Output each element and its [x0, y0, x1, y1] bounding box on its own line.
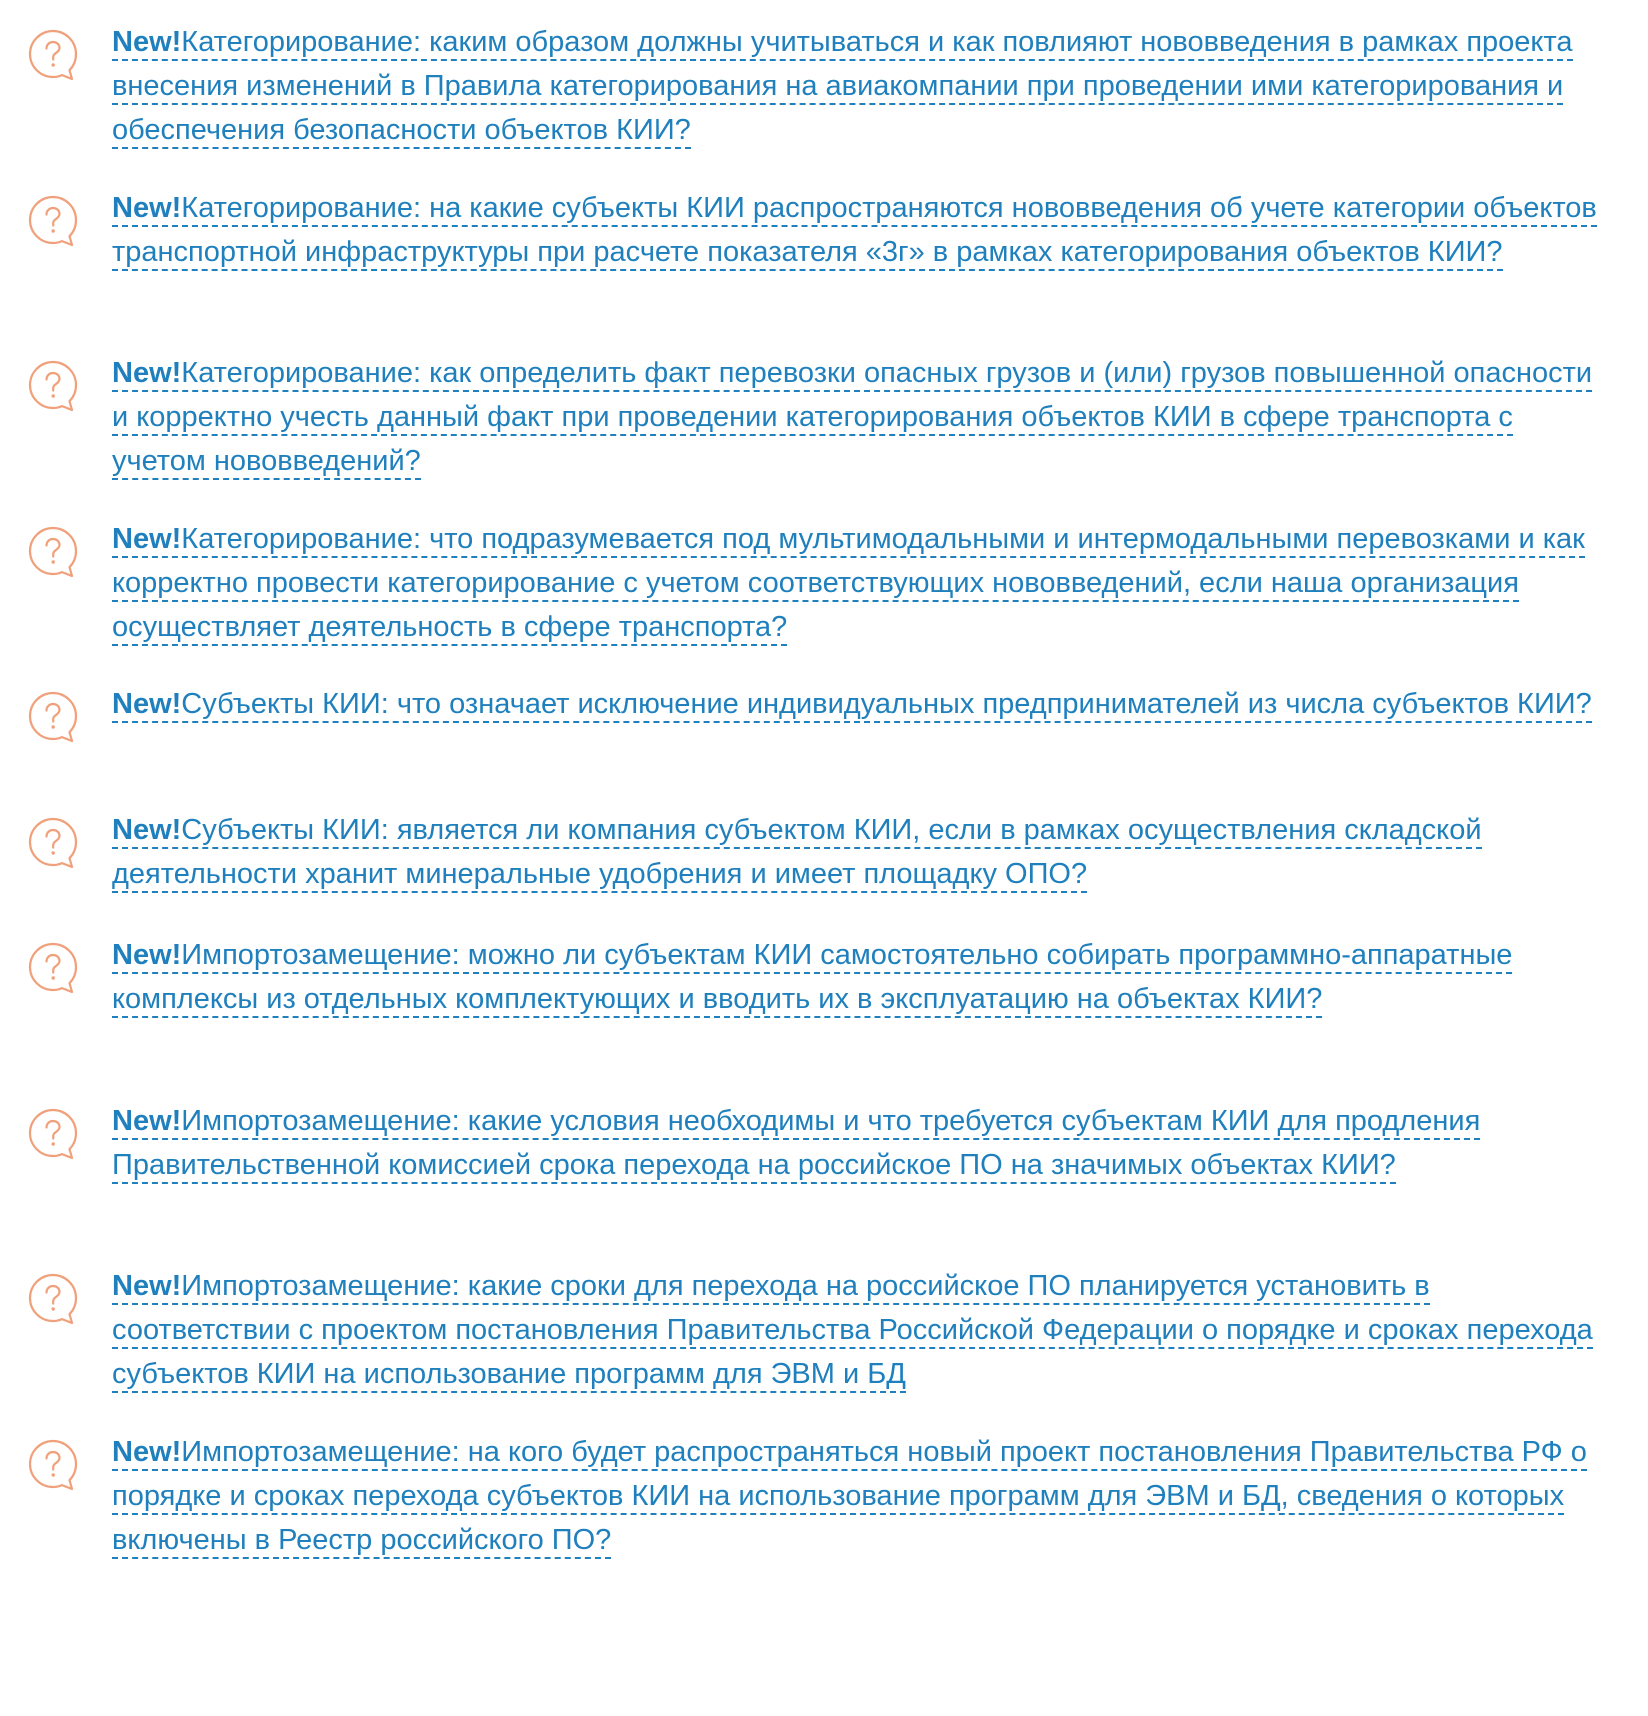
faq-question-body: Субъекты КИИ: что означает исключение индивидуальных предпринимателей из числа субъектов КИИ? — [181, 688, 1592, 720]
faq-question-text — [112, 814, 1482, 893]
faq-question-link[interactable] — [112, 517, 1608, 649]
faq-question-text — [112, 1105, 1480, 1184]
faq-item — [0, 1264, 1648, 1396]
faq-item — [0, 682, 1648, 726]
faq-question-body: Импортозамещение: какие сроки для перехода на российское ПО планируется установить в соответствии с проектом постановления Правительства Российской Федерации о порядке и сроках перехода субъектов КИИ на использование программ для ЭВМ и БД — [112, 1270, 1593, 1390]
question-bubble-icon — [26, 358, 80, 412]
faq-question-text — [112, 26, 1573, 149]
question-bubble-icon — [26, 524, 80, 578]
question-bubble-icon — [26, 193, 80, 247]
faq-question-link[interactable] — [112, 1099, 1608, 1187]
faq-item — [0, 186, 1648, 274]
new-badge: New! — [112, 1270, 182, 1302]
faq-question-body: Субъекты КИИ: является ли компания субъектом КИИ, если в рамках осуществления складской деятельности хранит минеральные удобрения и имеет площадку ОПО? — [112, 814, 1482, 890]
question-bubble-icon — [26, 1271, 80, 1325]
faq-question-link[interactable] — [112, 682, 1608, 726]
new-badge: New! — [112, 814, 182, 846]
faq-item — [0, 517, 1648, 649]
new-badge: New! — [112, 1105, 182, 1137]
question-bubble-icon — [26, 1437, 80, 1491]
new-badge: New! — [112, 523, 182, 555]
question-bubble-icon — [26, 1106, 80, 1160]
faq-question-text — [112, 939, 1512, 1018]
faq-item — [0, 808, 1648, 896]
faq-question-text — [112, 192, 1597, 271]
faq-question-text — [112, 688, 1592, 723]
question-bubble-icon — [26, 27, 80, 81]
faq-item — [0, 20, 1648, 152]
new-badge: New! — [112, 1436, 182, 1468]
faq-item — [0, 351, 1648, 483]
faq-question-link[interactable] — [112, 186, 1608, 274]
question-bubble-icon — [26, 689, 80, 743]
faq-question-body: Категорирование: каким образом должны учитываться и как повлияют нововведения в рамках проекта внесения изменений в Правила категорирования на авиакомпании при проведении ими категорирования и обеспечения безопасности объектов КИИ? — [112, 26, 1573, 146]
faq-question-link[interactable] — [112, 351, 1608, 483]
faq-question-body: Импортозамещение: можно ли субъектам КИИ самостоятельно собирать программно-аппаратные комплексы из отдельных комплектующих и вводить их в эксплуатацию на объектах КИИ? — [112, 939, 1513, 1015]
faq-question-body: Категорирование: на какие субъекты КИИ распространяются нововведения об учете категории объектов транспортной инфраструктуры при расчете показателя «3г» в рамках категорирования объектов КИИ? — [112, 192, 1597, 268]
faq-item — [0, 1099, 1648, 1187]
new-badge: New! — [112, 939, 182, 971]
faq-question-body: Категорирование: что подразумевается под мультимодальными и интермодальными перевозками и как корректно провести категорирование с учетом соответствующих нововведений, если наша организация осуществляет деятельность в сфере транспорта? — [112, 523, 1585, 643]
new-badge: New! — [112, 357, 182, 389]
faq-question-text — [112, 1270, 1593, 1393]
faq-item — [0, 933, 1648, 1021]
question-bubble-icon — [26, 815, 80, 869]
faq-question-link[interactable] — [112, 933, 1608, 1021]
faq-question-body: Импортозамещение: какие условия необходимы и что требуется субъектам КИИ для продления Правительственной комиссией срока перехода на российское ПО на значимых объектах КИИ? — [112, 1105, 1481, 1181]
faq-question-body: Импортозамещение: на кого будет распространяться новый проект постановления Правительства РФ о порядке и сроках перехода субъектов КИИ на использование программ для ЭВМ и БД, сведения о которых включены в Реестр российского ПО? — [112, 1436, 1587, 1556]
faq-question-link[interactable] — [112, 1430, 1608, 1562]
new-badge: New! — [112, 192, 182, 224]
faq-question-link[interactable] — [112, 808, 1608, 896]
faq-question-link[interactable] — [112, 1264, 1608, 1396]
faq-question-text — [112, 1436, 1587, 1559]
question-bubble-icon — [26, 940, 80, 994]
new-badge: New! — [112, 688, 182, 720]
faq-question-link[interactable] — [112, 20, 1608, 152]
faq-question-body: Категорирование: как определить факт перевозки опасных грузов и (или) грузов повышенной опасности и корректно учесть данный факт при проведении категорирования объектов КИИ в сфере транспорта с учетом нововведений? — [112, 357, 1593, 477]
faq-question-text — [112, 357, 1592, 480]
faq-question-text — [112, 523, 1585, 646]
faq-item — [0, 1430, 1648, 1562]
new-badge: New! — [112, 26, 182, 58]
